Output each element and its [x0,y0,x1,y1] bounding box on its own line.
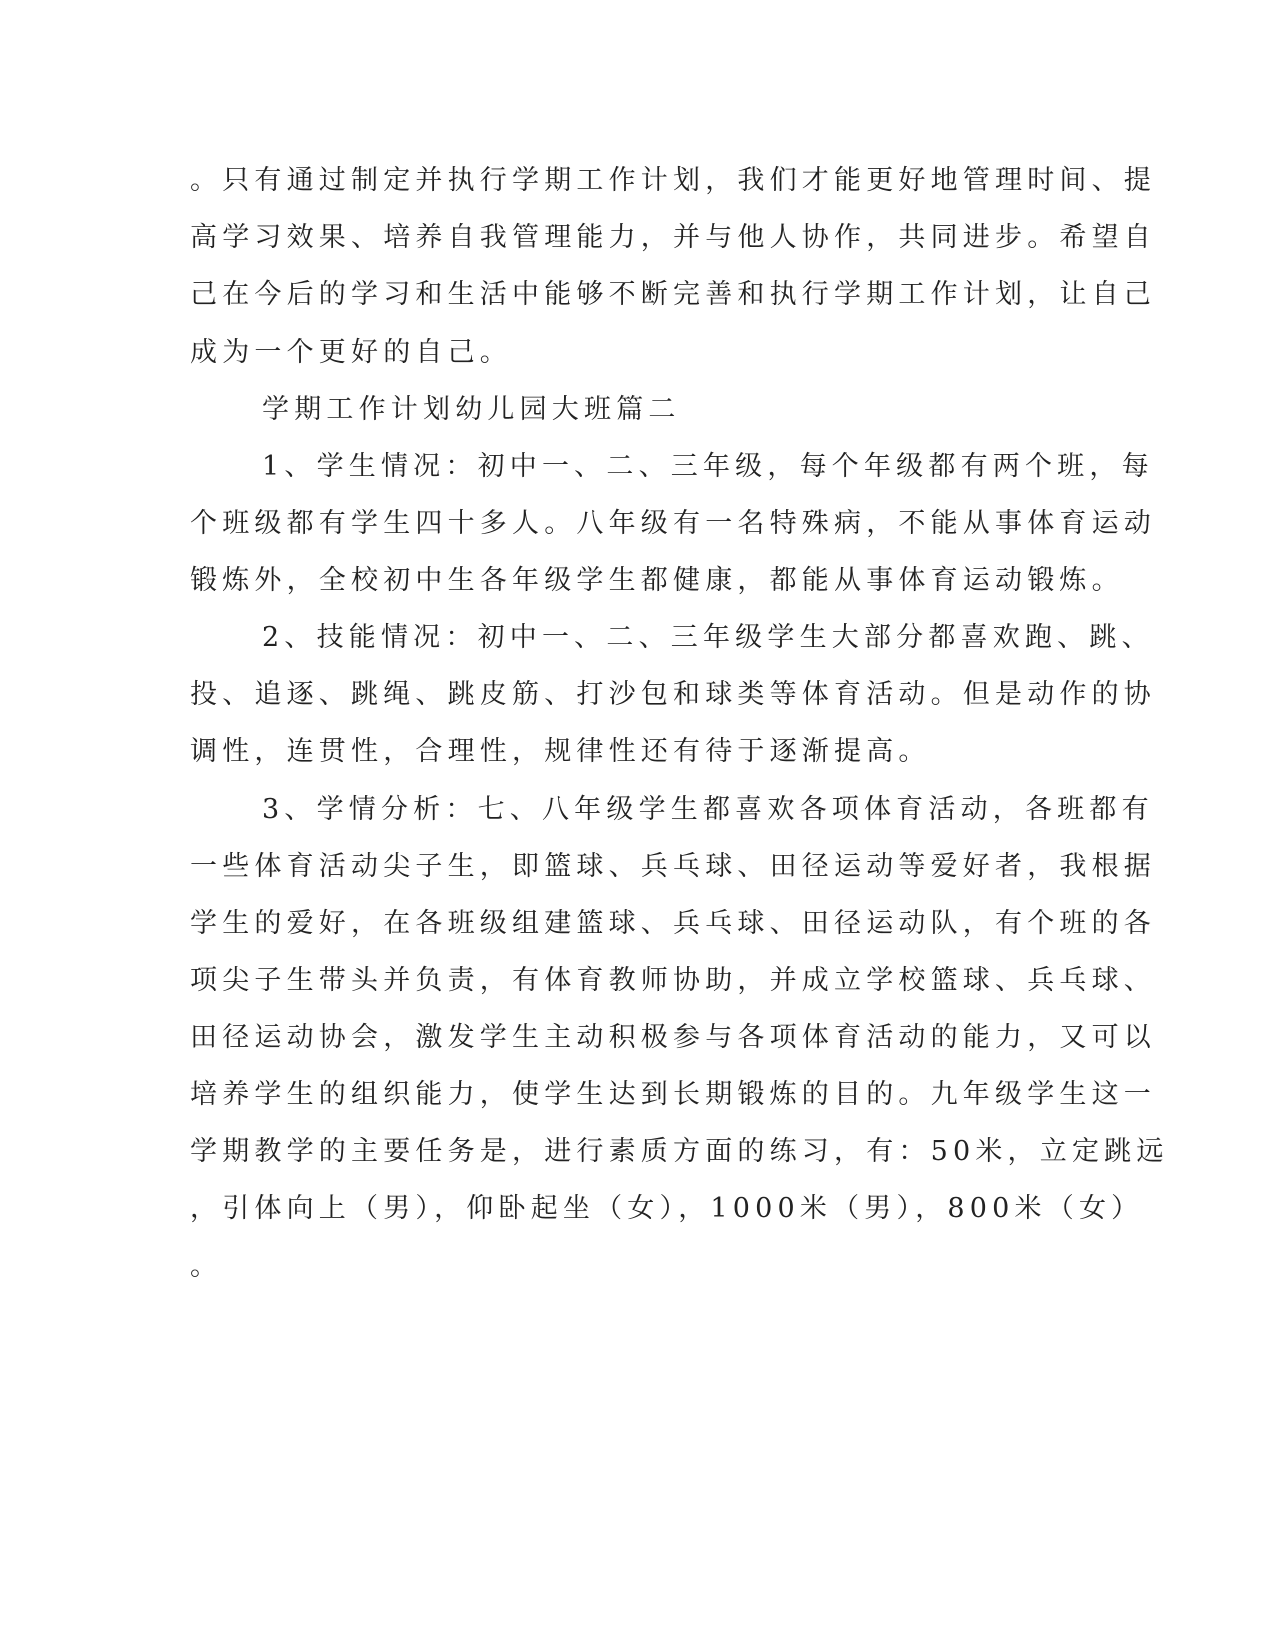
paragraph-line: 培养学生的组织能力，使学生达到长期锻炼的目的。九年级学生这一 [190,1079,1156,1110]
paragraph-line: 项尖子生带头并负责，有体育教师协助，并成立学校篮球、兵乓球、 [190,965,1156,996]
paragraph-line: 1、学生情况：初中一、二、三年级，每个年级都有两个班，每 [262,451,1154,482]
paragraph-line: 一些体育活动尖子生，即篮球、兵乓球、田径运动等爱好者，我根据 [190,851,1156,882]
paragraph-line: 投、追逐、跳绳、跳皮筋、打沙包和球类等体育活动。但是动作的协 [190,679,1156,710]
paragraph-line: 3、学情分析：七、八年级学生都喜欢各项体育活动，各班都有 [262,794,1154,825]
paragraph-line: 高学习效果、培养自我管理能力，并与他人协作，共同进步。希望自 [190,222,1156,253]
paragraph-line: 调性，连贯性，合理性，规律性还有待于逐渐提高。 [190,736,931,767]
paragraph-line: 田径运动协会，激发学生主动积极参与各项体育活动的能力，又可以 [190,1022,1156,1053]
paragraph-line: 学期教学的主要任务是，进行素质方面的练习，有：50米，立定跳远 [190,1136,1169,1167]
paragraph-line: ，引体向上（男），仰卧起坐（女），1000米（男），800米（女） [190,1193,1144,1224]
paragraph-line: 学生的爱好，在各班级组建篮球、兵乓球、田径运动队，有个班的各 [190,908,1156,939]
paragraph-line: 己在今后的学习和生活中能够不断完善和执行学期工作计划，让自己 [190,279,1156,310]
paragraph-line: 成为一个更好的自己。 [190,337,512,368]
paragraph-line: 2、技能情况：初中一、二、三年级学生大部分都喜欢跑、跳、 [262,622,1154,653]
paragraph-line: 个班级都有学生四十多人。八年级有一名特殊病，不能从事体育运动 [190,508,1156,539]
paragraph-line: 。只有通过制定并执行学期工作计划，我们才能更好地管理时间、提 [190,165,1156,196]
paragraph-line: 。 [190,1251,223,1282]
paragraph-line: 锻炼外，全校初中生各年级学生都健康，都能从事体育运动锻炼。 [190,565,1124,596]
section-heading: 学期工作计划幼儿园大班篇二 [262,394,681,425]
